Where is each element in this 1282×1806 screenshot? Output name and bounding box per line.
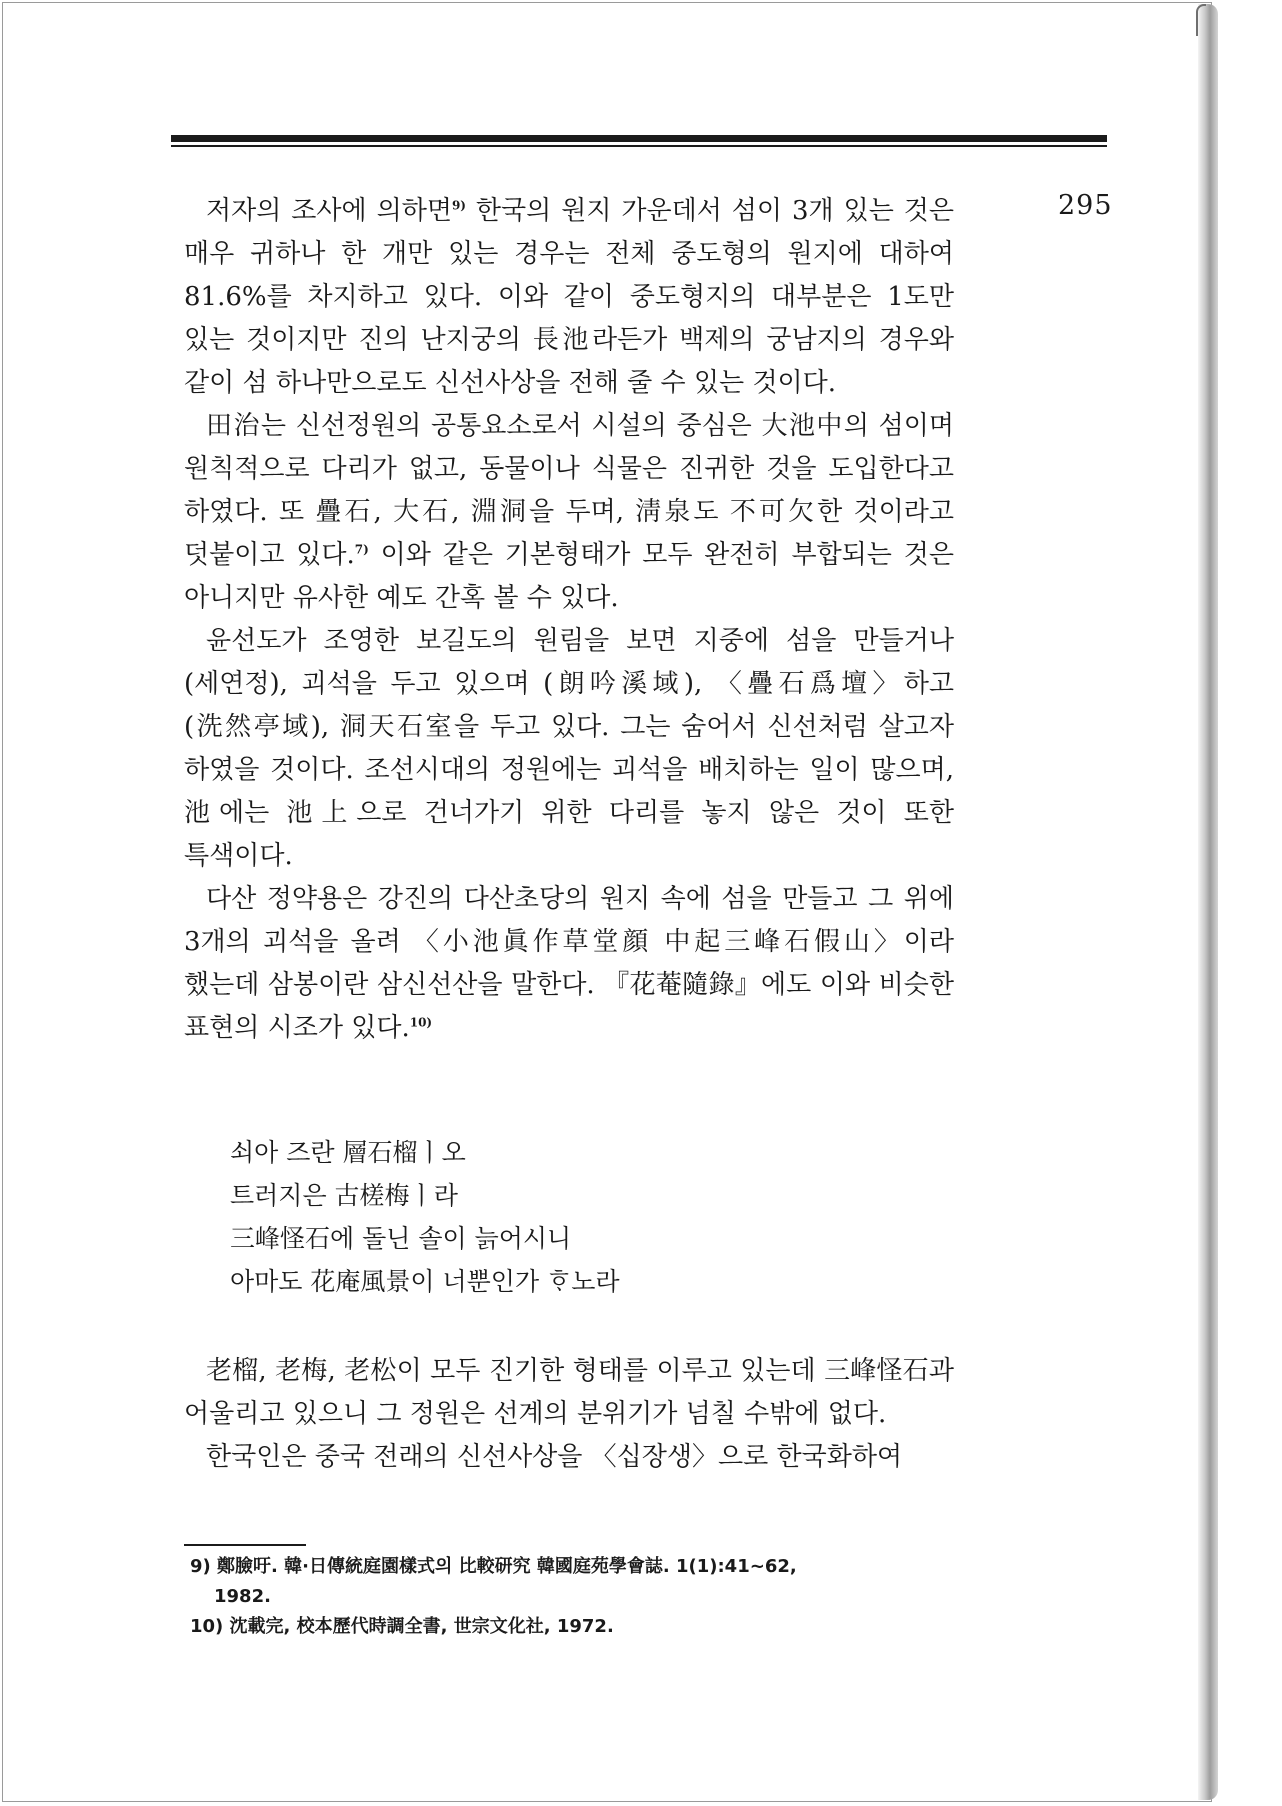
- poem-line: 三峰怪石에 돌닌 솔이 늙어시니: [230, 1224, 572, 1253]
- footnote-ref-10: 10): [409, 1015, 433, 1030]
- paragraph-4-text: 다산 정약용은 강진의 다산초당의 원지 속에 섬을 만들고 그 위에 3개의 괴석을 올려 〈小池眞作草堂顔 中起三峰石假山〉이라 했는데 삼봉이란 삼신선산을 말한다. 『花菴隨錄』에도 이와 비슷한 표현의 시조가 있다.: [184, 884, 954, 1043]
- sijo-poem: [230, 1131, 930, 1303]
- paragraph-2-text-cont: 이와 같은 기본형태가 모두 완전히 부합되는 것은 아니지만 유사한 예도 간혹 볼 수 있다.: [184, 540, 954, 613]
- footnote-9-cont: 1982.: [214, 1586, 271, 1607]
- paragraph-2: [184, 405, 954, 620]
- footnote-ref-7: 7): [354, 542, 369, 557]
- body-text: [184, 190, 954, 1050]
- paragraph-4: [184, 878, 954, 1050]
- poem-line: 트러지은 古槎梅ㅣ라: [230, 1181, 458, 1210]
- header-rule-thin: [171, 145, 1107, 147]
- paragraph-5: 老榴, 老梅, 老松이 모두 진기한 형태를 이루고 있는데 三峰怪石과 어울리고 있으니 그 정원은 선계의 분위기가 넘칠 수밖에 없다.: [184, 1356, 954, 1429]
- paragraph-1-text-cont: 한국의 원지 가운데서 섬이 3개 있는 것은 매우 귀하나 한 개만 있는 경우는 전체 중도형의 원지에 대하여 81.6%를 차지하고 있다. 이와 같이 중도형지의 대부분은 1도만 있는 것이지만 진의 난지궁의 長池라든가 백제의 궁남지의 경우와 같이 섬 하나만으로도 신선사상을 전해 줄 수 있는 것이다.: [184, 196, 954, 398]
- footnote-9: 9) 鄭臉吁. 韓·日傳統庭園樣式의 比較研究 韓國庭苑學會誌. 1(1):41∼62,: [190, 1556, 797, 1577]
- footnote-10: 10) 沈載完, 校本歷代時調全書, 世宗文化社, 1972.: [190, 1616, 614, 1637]
- paragraph-1-text: 저자의 조사에 의하면: [206, 196, 452, 226]
- footnote-ref-9: 9): [451, 198, 466, 213]
- paragraph-2-text: 田治는 신선정원의 공통요소로서 시설의 중심은 大池中의 섬이며 원칙적으로 다리가 없고, 동물이나 식물은 진귀한 것을 도입한다고 하였다. 또 疊石, 大石, 淵洞을 두며, 淸泉도 不可欠한 것이라고 덧붙이고 있다.: [184, 411, 955, 570]
- paragraph-3: [184, 620, 954, 878]
- paragraph-6: 한국인은 중국 전래의 신선사상을 〈십장생〉으로 한국화하여: [206, 1442, 903, 1472]
- body-text-continued: [184, 1350, 954, 1479]
- paragraph-1: [184, 190, 954, 405]
- footnote-separator: [184, 1544, 306, 1546]
- header-rule-thick: [171, 135, 1107, 142]
- footnotes: [190, 1552, 970, 1642]
- page-number: 295: [1058, 190, 1113, 221]
- paragraph-3-text: 윤선도가 조영한 보길도의 원림을 보면 지중에 섬을 만들거나 (세연정), 괴석을 두고 있으며 (朗吟溪域), 〈疊石爲壇〉하고(洗然亭域), 洞天石室을 두고 있다. 그는 숨어서 신선처럼 살고자 하였을 것이다. 조선시대의 정원에는 괴석을 배치하는 일이 많으며, 池에는 池上으로 건너가기 위한 다리를 놓지 않은 것이 또한 특색이다.: [184, 626, 954, 871]
- poem-line: 아마도 花庵風景이 너뿐인가 ᄒᆞ노라: [230, 1267, 620, 1296]
- page-curl-edge: [1198, 4, 1218, 1800]
- poem-line: 쇠아 즈란 層石榴ㅣ오: [230, 1138, 466, 1167]
